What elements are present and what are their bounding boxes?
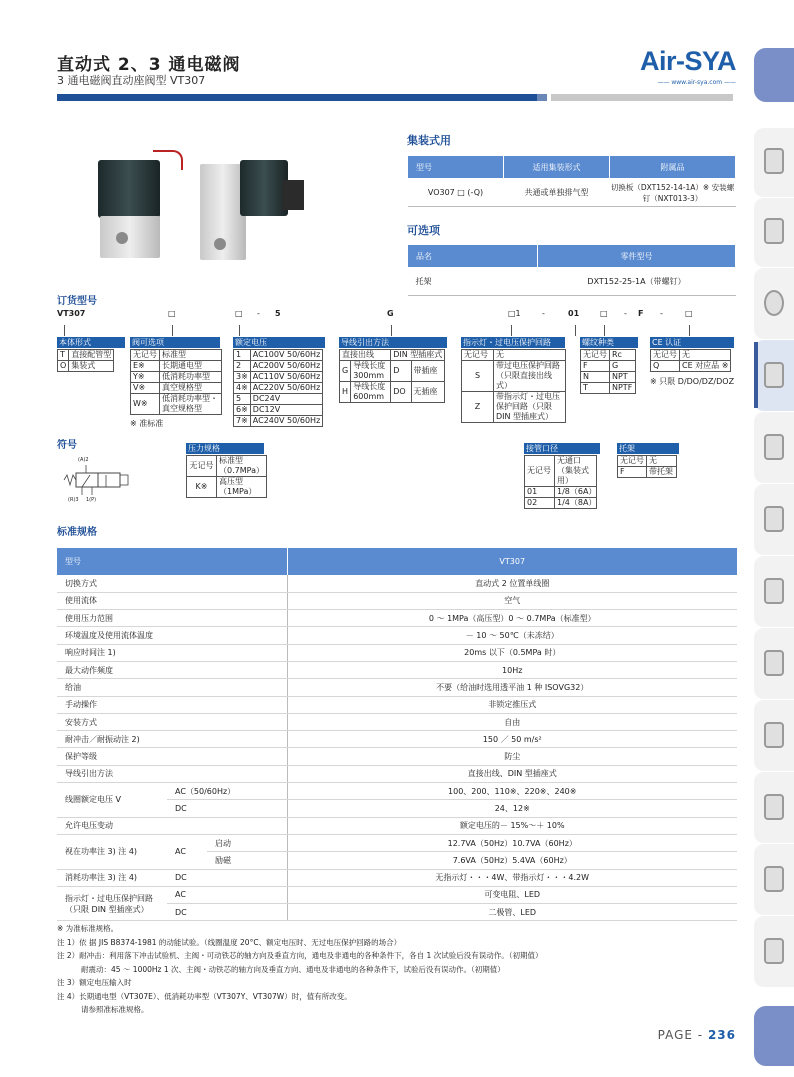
bracket-table [617, 455, 677, 478]
elbow-icon [764, 794, 784, 820]
side-tab-valve[interactable] [754, 268, 794, 340]
port-desc: 无通口（集装式用） [555, 456, 597, 487]
code-connector [604, 325, 605, 336]
spec-heading: 标准规格 [57, 527, 97, 538]
side-tab-silencer[interactable] [754, 844, 794, 916]
valve-option-desc: 标准型 [160, 350, 222, 361]
voltage-desc: AC200V 50/60Hz [250, 361, 322, 372]
voltage-desc: AC100V 50/60Hz [250, 350, 322, 361]
code-part-5: G [387, 309, 394, 318]
code-part-10: - [624, 309, 627, 318]
side-tab-gripper[interactable] [754, 556, 794, 628]
spec-sublabel: AC [167, 834, 207, 869]
product-photo-side [200, 150, 310, 262]
options-name: 托架 [408, 268, 538, 296]
indicator-code: Z [462, 392, 494, 423]
thread-desc: Rc [610, 350, 636, 361]
valve-option-desc: 长期通电型 [160, 361, 222, 372]
lead-table [339, 349, 445, 403]
code-connector [64, 325, 65, 336]
bracket-code: F [618, 467, 647, 478]
thread-code: N [581, 372, 610, 383]
spec-label: 环境温度及使用流体温度 [57, 627, 287, 644]
spec-sublabel: 励磁 [207, 852, 287, 869]
filter-icon [764, 148, 784, 174]
spec-table [57, 548, 737, 921]
spec-label: 手动操作 [57, 696, 287, 713]
note-line: 耐震动：45 ～ 1000Hz 1 次、主阀・动铁芯的轴方向及垂直方向、通电及非通电的各种条件下，试验后没有误动作。（初期值） [81, 964, 505, 974]
indicator-desc: 带过电压保护回路（只限直接出线式） [494, 361, 566, 392]
valve-option-desc: 低消耗功率型 [160, 372, 222, 383]
page-number [658, 1028, 736, 1042]
side-tab-actuator[interactable] [754, 484, 794, 556]
code-part-model: VT307 [57, 309, 86, 318]
page-subtitle: 3 通电磁阀直动座阀型 VT307 [57, 74, 206, 87]
thread-header: 螺纹种类 [580, 337, 638, 348]
options-heading: 可选项 [407, 224, 440, 237]
options-table [407, 244, 736, 296]
voltage-code: 1 [234, 350, 251, 361]
lead-din: DIN 型插座式 [391, 350, 445, 361]
port-header: 接管口径 [524, 443, 600, 454]
manifold-type: 共通或单独排气型 [504, 179, 610, 207]
pressure-code: K※ [187, 477, 217, 498]
spec-value: 非锁定推压式 [287, 696, 737, 713]
spec-value: 直接出线、DIN 型插座式 [287, 765, 737, 782]
spec-value: 空气 [287, 592, 737, 609]
voltage-code: 4※ [234, 383, 251, 394]
symbol-label-a: (A)2 [78, 457, 89, 463]
symbol-heading: 符号 [57, 440, 77, 451]
spec-label: 指示灯・过电压保护回路（只限 DIN 型插座式） [57, 886, 167, 921]
voltage-desc: AC220V 50/60Hz [250, 383, 322, 394]
side-tab-bottom[interactable] [754, 1006, 794, 1066]
thread-desc: NPT [610, 372, 636, 383]
side-tab-suction[interactable] [754, 628, 794, 700]
code-part-3: - [257, 309, 260, 318]
page-label: PAGE - [657, 1028, 708, 1042]
spec-label: 切换方式 [57, 575, 287, 592]
options-part: DXT152-25-1A（带螺钉） [538, 268, 736, 296]
spec-value: 额定电压的－ 15%～＋ 10% [287, 817, 737, 834]
manifold-model: VO307 □ (-Q) [408, 179, 504, 207]
port-code: 无记号 [525, 456, 555, 487]
valve-option-desc: 低消耗功率型・真空规格型 [160, 394, 222, 415]
spec-label: 安装方式 [57, 713, 287, 730]
port-desc: 1/4（8A） [555, 498, 597, 509]
spec-value: 无指示灯・・・4W、带指示灯・・・4.2W [287, 869, 737, 886]
spec-value: 0 ～ 1MPa（高压型）0 ～ 0.7MPa（标准型） [287, 610, 737, 627]
code-part-9: □ [600, 309, 608, 318]
page-value: 236 [707, 1028, 736, 1042]
bracket-desc: 带托架 [647, 467, 677, 478]
silencer-icon [764, 866, 784, 892]
brand-logo: Air-SYA [639, 46, 736, 76]
spec-col-model: 型号 [57, 548, 287, 575]
options-col-part: 零件型号 [538, 245, 736, 268]
lead-desc: 导线长度 300mm [351, 361, 391, 382]
thread-code: 无记号 [581, 350, 610, 361]
bracket-desc: 无 [647, 456, 677, 467]
spec-sublabel: DC [167, 904, 287, 921]
spec-value: 10Hz [287, 661, 737, 678]
page-title: 直动式 2、3 通电磁阀 [57, 55, 241, 75]
side-tab-fitting[interactable] [754, 700, 794, 772]
manifold-col-type: 适用集装形式 [504, 156, 610, 179]
spec-label: 线圈额定电压 V [57, 783, 167, 818]
manifold-col-model: 型号 [408, 156, 504, 179]
pressure-table [186, 455, 267, 498]
port-code: 02 [525, 498, 555, 509]
manifold-accessory: 切换板（DXT152-14-1A）※ 安装螺钉（NXT013-3） [610, 179, 736, 207]
voltage-table [233, 349, 323, 427]
symbol-label-r: (R)3 [68, 497, 79, 503]
valve-option-code: W※ [131, 394, 160, 415]
port-code: 01 [525, 487, 555, 498]
spec-value: 二极管、LED [287, 904, 737, 921]
lead-direct: 直接出线 [340, 350, 391, 361]
ce-table [650, 349, 734, 387]
voltage-desc: AC240V 50/60Hz [250, 416, 322, 427]
lead-code: G [340, 361, 351, 382]
spec-sublabel: AC（50/60Hz） [167, 783, 287, 800]
indicator-table [461, 349, 566, 423]
body-desc: 集装式 [69, 361, 114, 372]
voltage-desc: DC24V [250, 394, 322, 405]
thread-code: F [581, 361, 610, 372]
pressure-header: 压力规格 [186, 443, 264, 454]
gripper-icon [764, 578, 784, 604]
spec-value: 7.6VA（50Hz）5.4VA（60Hz） [287, 852, 737, 869]
code-part-11: F [638, 309, 644, 318]
spec-value: 100、200、110※、220※、240※ [287, 783, 737, 800]
spec-value: 12.7VA（50Hz）10.7VA（60Hz） [287, 834, 737, 851]
body-type-header: 本体形式 [57, 337, 125, 348]
header-bar [57, 94, 537, 101]
indicator-code: 无记号 [462, 350, 494, 361]
voltage-code: 2 [234, 361, 251, 372]
product-photo-front [98, 150, 178, 262]
body-type-table [57, 349, 114, 372]
code-part-13: □ [685, 309, 693, 318]
spec-sublabel: 启动 [207, 834, 287, 851]
code-part-7: - [542, 309, 545, 318]
side-tab-active-marker [754, 342, 758, 408]
spec-sublabel: DC [167, 800, 287, 817]
spec-label: 耐冲击／耐振动注 2) [57, 731, 287, 748]
cylinder-icon [764, 434, 784, 460]
side-tab-filter[interactable] [754, 128, 794, 198]
spec-value: 自由 [287, 713, 737, 730]
note-line: 注 2）耐冲击：利用落下冲击试验机、主阀・可动铁芯的轴方向及垂直方向，通电及非通电的各种条件下，各自 1 次试验后没有误动作。（初期值） [57, 951, 543, 960]
valve-option-code: V※ [131, 383, 160, 394]
valve-option-desc: 真空规格型 [160, 383, 222, 394]
manifold-table [407, 155, 736, 207]
thread-desc: NPTF [610, 383, 636, 394]
bracket-code: 无记号 [618, 456, 647, 467]
side-tab-accessory[interactable] [754, 916, 794, 988]
thread-code: T [581, 383, 610, 394]
pressure-desc: 高压型（1MPa） [217, 477, 267, 498]
note-line: ※ 为准标准规格。 [57, 924, 119, 933]
side-tab-cylinder[interactable] [754, 412, 794, 484]
indicator-desc: 带指示灯・过电压保护回路（只限 DIN 型插座式） [494, 392, 566, 423]
thread-desc: G [610, 361, 636, 372]
valve-option-header: 阀可选项 [130, 337, 220, 348]
ce-desc: 无 [680, 350, 731, 361]
solenoid-icon [764, 362, 784, 388]
code-part-6: □1 [508, 309, 521, 318]
code-part-8: 01 [568, 309, 580, 318]
regulator-icon [764, 218, 784, 244]
spec-value: 直动式 2 位置单线圈 [287, 575, 737, 592]
accessory-icon [764, 938, 784, 964]
port-desc: 1/8（6A） [555, 487, 597, 498]
indicator-code: S [462, 361, 494, 392]
lead-desc: 无插座 [411, 382, 445, 403]
spec-label: 使用流体 [57, 592, 287, 609]
spec-label: 保护等级 [57, 748, 287, 765]
ce-code: Q [651, 361, 680, 372]
spec-sublabel: DC [167, 869, 287, 886]
header-bar-gray [551, 94, 733, 101]
spec-value: 20ms 以下（0.5MPa 时） [287, 644, 737, 661]
voltage-code: 6※ [234, 405, 251, 416]
spec-value: 24、12※ [287, 800, 737, 817]
code-connector [575, 325, 576, 336]
spec-col-value: VT307 [287, 548, 737, 575]
code-part-1: □ [168, 309, 176, 318]
lead-code: D [391, 361, 411, 382]
code-part-2: □ [235, 309, 243, 318]
port-table [524, 455, 597, 509]
fitting-icon [764, 722, 784, 748]
code-connector [239, 325, 240, 336]
voltage-code: 5 [234, 394, 251, 405]
lead-header: 导线引出方法 [339, 337, 447, 348]
symbol-label-p: 1(P) [86, 497, 97, 503]
spec-label: 导线引出方法 [57, 765, 287, 782]
body-code: O [58, 361, 69, 372]
code-connector [689, 325, 690, 336]
note-line: 注 4）长期通电型（VT307E）、低消耗功率型（VT307Y、VT307W）时，值有所改变。 [57, 991, 352, 1001]
suction-icon [764, 650, 784, 676]
spec-value: 不要（给油时选用透平油 1 种 ISOVG32） [287, 679, 737, 696]
valve-option-code: E※ [131, 361, 160, 372]
pressure-desc: 标准型（0.7MPa） [217, 456, 267, 477]
ce-code: 无记号 [651, 350, 680, 361]
indicator-header: 指示灯・过电压保护回路 [461, 337, 565, 348]
side-tab-elbow[interactable] [754, 772, 794, 844]
body-code: T [58, 350, 69, 361]
spec-label: 视在功率注 3) 注 4) [57, 834, 167, 869]
body-desc: 直接配管型 [69, 350, 114, 361]
indicator-desc: 无 [494, 350, 566, 361]
ordering-heading: 订货型号 [57, 296, 97, 307]
note-line: 请参照准标准规格。 [81, 1005, 149, 1014]
spec-label: 消耗功率注 3) 注 4) [57, 869, 167, 886]
spec-label: 使用压力范围 [57, 610, 287, 627]
lead-desc: 导线长度 600mm [351, 382, 391, 403]
spec-value: 可变电阻、LED [287, 886, 737, 903]
lead-code: DO [391, 382, 411, 403]
options-col-name: 品名 [408, 245, 538, 268]
valve-icon [764, 290, 784, 316]
side-tab-regulator[interactable] [754, 198, 794, 268]
actuator-icon [764, 506, 784, 532]
code-connector [391, 325, 392, 336]
valve-option-code: Y※ [131, 372, 160, 383]
note-line: 注 3）额定电压输入时 [57, 978, 132, 987]
brand-url: —— www.air-sya.com —— [657, 79, 736, 86]
thread-table [580, 349, 636, 394]
ce-desc: CE 对应品 ※ [680, 361, 731, 372]
valve-option-table [130, 349, 222, 429]
code-part-4: 5 [275, 309, 281, 318]
manifold-col-accessory: 附属品 [610, 156, 736, 179]
side-tab-solenoid[interactable] [754, 340, 794, 412]
code-part-12: - [660, 309, 663, 318]
header-bar-accent [537, 94, 547, 101]
side-tab-top[interactable] [754, 48, 794, 102]
voltage-header: 额定电压 [233, 337, 325, 348]
spec-label: 最大动作频度 [57, 661, 287, 678]
spec-sublabel: AC [167, 886, 287, 903]
notes [57, 922, 542, 1017]
voltage-desc: DC12V [250, 405, 322, 416]
voltage-code: 7※ [234, 416, 251, 427]
ce-header: CE 认证 [650, 337, 734, 348]
valve-option-note: ※ 准标准 [130, 419, 164, 428]
spec-label: 响应时间注 1) [57, 644, 287, 661]
voltage-desc: AC110V 50/60Hz [250, 372, 322, 383]
lead-code: H [340, 382, 351, 403]
ce-note: ※ 只限 D/DO/DZ/DOZ [650, 377, 735, 386]
note-line: 注 1）依 据 JIS B8374-1981 的动能试验。（线圈温度 20°C、额定电压时、无过电压保护回路的场合） [57, 937, 402, 947]
code-connector [511, 325, 512, 336]
manifold-heading: 集装式用 [407, 134, 451, 147]
pressure-code: 无记号 [187, 456, 217, 477]
bracket-header: 托架 [617, 443, 679, 454]
valve-option-code: 无记号 [131, 350, 160, 361]
spec-value: － 10 ～ 50℃（未冻结） [287, 627, 737, 644]
voltage-code: 3※ [234, 372, 251, 383]
spec-label: 给油 [57, 679, 287, 696]
lead-desc: 带插座 [411, 361, 445, 382]
spec-value: 防尘 [287, 748, 737, 765]
spec-value: 150 ／ 50 m/s² [287, 731, 737, 748]
spec-label: 允许电压变动 [57, 817, 287, 834]
code-connector [172, 325, 173, 336]
